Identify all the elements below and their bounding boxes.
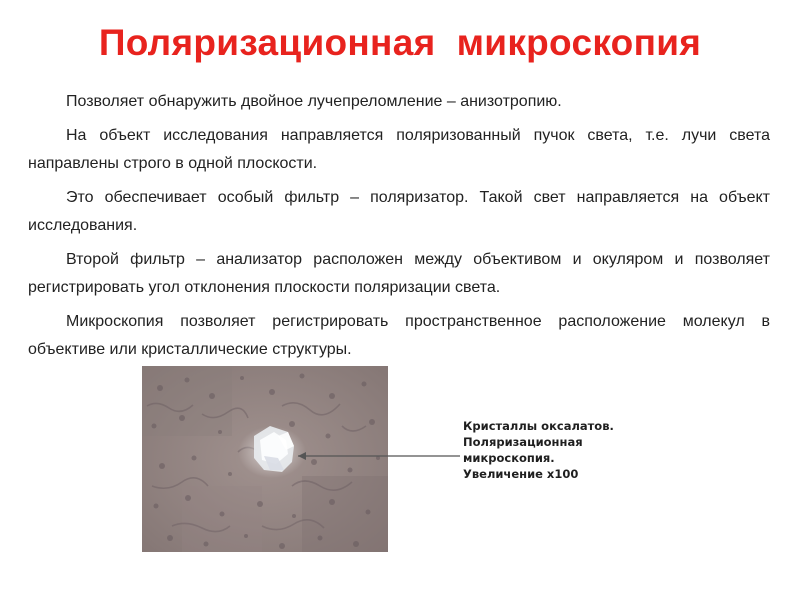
- caption-line-3: микроскопия.: [463, 451, 555, 465]
- paragraph-spatial-arrangement: Микроскопия позволяет регистрировать пространственное расположение молекул в объективе или кристаллические структуры.: [28, 313, 770, 358]
- caption-line-1: Кристаллы оксалатов.: [463, 419, 614, 433]
- slide-title: Поляризационная микроскопия: [98, 22, 702, 63]
- caption-line-2: Поляризационная: [463, 435, 583, 449]
- paragraph-analyzer: Второй фильтр – анализатор расположен между объективом и окуляром и позволяет регистрировать угол отклонения плоскости поляризации света.: [28, 251, 770, 296]
- caption-line-4: Увеличение х100: [463, 467, 579, 481]
- image-caption: [463, 418, 683, 482]
- paragraph-polarizer: Это обеспечивает особый фильтр – поляризатор. Такой свет направляется на объект исследования.: [28, 189, 770, 234]
- paragraph-birefringence: Позволяет обнаружить двойное лучепреломление – анизотропию.: [66, 93, 562, 110]
- body-text: [28, 88, 770, 370]
- micrograph-image: [142, 366, 388, 552]
- paragraph-polarized-beam: На объект исследования направляется поляризованный пучок света, т.е. лучи света направлены строго в одной плоскости.: [28, 127, 770, 172]
